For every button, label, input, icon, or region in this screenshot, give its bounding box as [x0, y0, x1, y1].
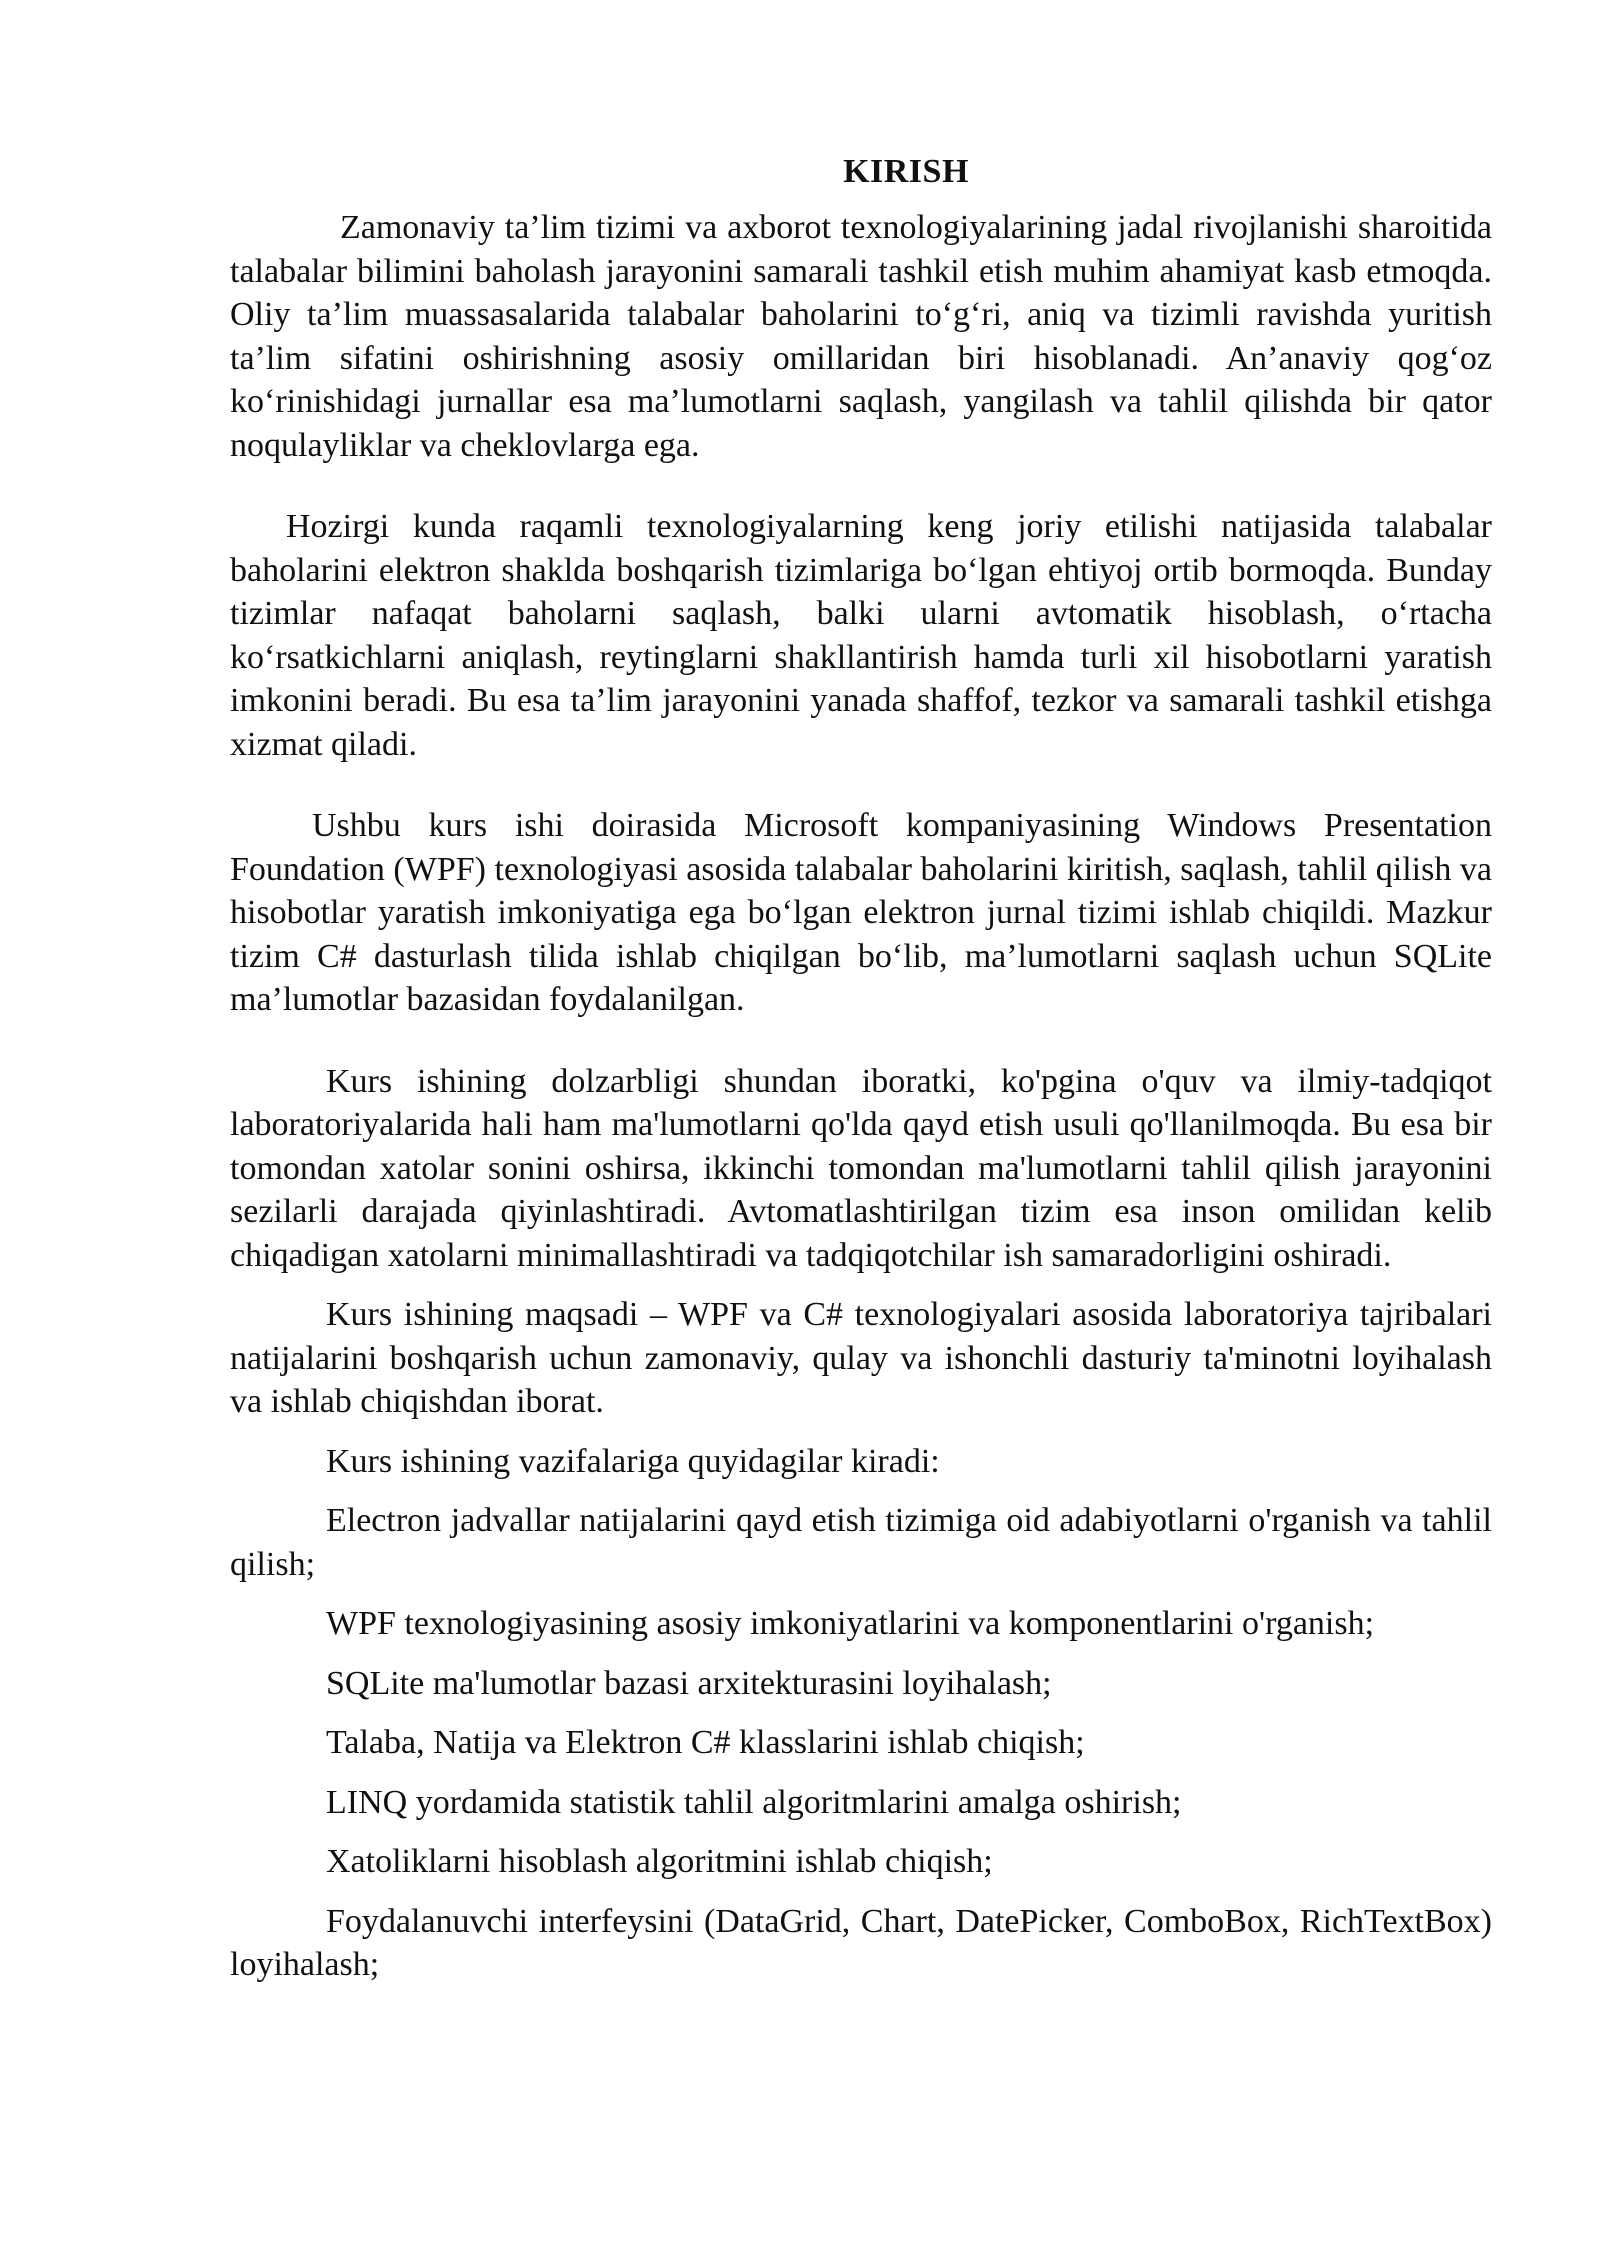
paragraph-goal: Kurs ishining maqsadi – WPF va C# texnologiyalari asosida laboratoriya tajribalari natijalarini boshqarish uchun zamonaviy, qulay va ishonchli dasturiy ta'minotni loyihalash va ishlab chiqishdan iborat.: [230, 1296, 1492, 1420]
task-item: SQLite ma'lumotlar bazasi arxitekturasini loyihalash;: [326, 1664, 1052, 1702]
paragraph-relevance: Kurs ishining dolzarbligi shundan iboratki, ko'pgina o'quv va ilmiy-tadqiqot laboratoriyalarida hali ham ma'lumotlarni qo'lda qayd etish usuli qo'llanilmoqda. Bu esa bir tomondan xatolar sonini oshirsa, ikkinchi tomondan ma'lumotlarni tahlil qilish jarayonini sezilarli darajada qiyinlashtiradi. Avtomatlashtirilgan tizim esa inson omilidan kelib chiqadigan xatolarni minimallashtiradi va tadqiqotchilar ish samaradorligini oshiradi.: [230, 1062, 1492, 1274]
task-item: LINQ yordamida statistik tahlil algoritmlarini amalga oshirish;: [326, 1783, 1182, 1821]
task-list: [230, 1499, 1492, 1987]
document-body: [230, 150, 1492, 1987]
section-title: KIRISH: [843, 153, 969, 190]
task-item: Xatoliklarni hisoblash algoritmini ishlab chiqish;: [326, 1843, 993, 1880]
paragraph-digital-technologies: Hozirgi kunda raqamli texnologiyalarning keng joriy etilishi natijasida talabalar baholarini elektron shaklda boshqarish tizimlariga bo‘lgan ehtiyoj ortib bormoqda. Bunday tizimlar nafaqat baholarni saqlash, balki ularni avtomatik hisoblash, o‘rtacha ko‘rsatkichlarni aniqlash, reytinglarni shakllantirish hamda turli xil hisobotlarni yaratish imkonini beradi. Bu esa ta’lim jarayonini yanada shaffof, tezkor va samarali tashkil etishga xizmat qiladi.: [230, 508, 1492, 763]
task-item: Talaba, Natija va Elektron C# klasslarini ishlab chiqish;: [326, 1724, 1085, 1761]
tasks-intro: Kurs ishining vazifalariga quyidagilar kiradi:: [326, 1442, 940, 1480]
paragraph-course-work-scope: Ushbu kurs ishi doirasida Microsoft kompaniyasining Windows Presentation Foundation (WPF) texnologiyasi asosida talabalar baholarini kiritish, saqlash, tahlil qilish va hisobotlar yaratish imkoniyatiga ega bo‘lgan elektron jurnal tizimi ishlab chiqildi. Mazkur tizim C# dasturlash tilida ishlab chiqilgan bo‘lib, ma’lumotlarni saqlash uchun SQLite ma’lumotlar bazasidan foydalanilgan.: [230, 807, 1492, 1018]
task-item: Foydalanuvchi interfeysini (DataGrid, Chart, DatePicker, ComboBox, RichTextBox) loyihalash;: [230, 1902, 1492, 1983]
paragraph-introduction: Zamonaviy ta’lim tizimi va axborot texnologiyalarining jadal rivojlanishi sharoitida talabalar bilimini baholash jarayonini samarali tashkil etish muhim ahamiyat kasb etmoqda. Oliy ta’lim muassasalarida talabalar baholarini to‘g‘ri, aniq va tizimli ravishda yuritish ta’lim sifatini oshirishning asosiy omillaridan biri hisoblanadi. An’anaviy qog‘oz ko‘rinishidagi jurnallar esa ma’lumotlarni saqlash, yangilash va tahlil qilishda bir qator noqulayliklar va cheklovlarga ega.: [230, 209, 1492, 464]
task-item: Electron jadvallar natijalarini qayd etish tizimiga oid adabiyotlarni o'rganish va tahlil qilish;: [230, 1502, 1492, 1583]
task-item: WPF texnologiyasining asosiy imkoniyatlarini va komponentlarini o'rganish;: [326, 1605, 1375, 1642]
